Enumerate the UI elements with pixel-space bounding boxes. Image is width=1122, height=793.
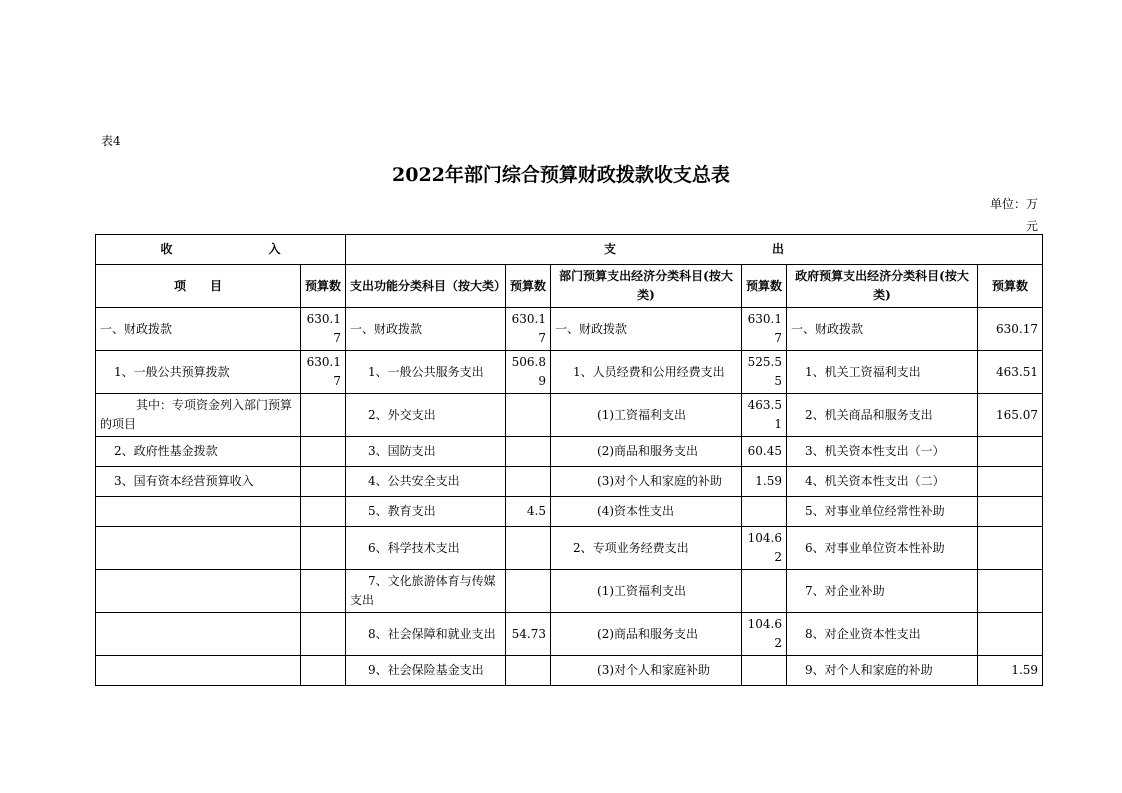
gov-amount-cell: 165.07 bbox=[978, 394, 1043, 437]
function-item-cell: 7、文化旅游体育与传媒支出 bbox=[346, 570, 506, 613]
gov-amount-cell bbox=[978, 527, 1043, 570]
dept-amount-cell: 463.51 bbox=[742, 394, 787, 437]
table-row bbox=[96, 613, 1043, 656]
income-amount-cell bbox=[301, 467, 346, 497]
gov-amount-cell: 1.59 bbox=[978, 656, 1043, 686]
income-item-cell bbox=[96, 570, 301, 613]
income-budget-column-header: 预算数 bbox=[301, 265, 346, 308]
dept-amount-cell: 1.59 bbox=[742, 467, 787, 497]
table-row bbox=[96, 351, 1043, 394]
gov-amount-cell bbox=[978, 570, 1043, 613]
gov-amount-cell: 630.17 bbox=[978, 308, 1043, 351]
dept-item-cell: (3)对个人和家庭的补助 bbox=[551, 467, 742, 497]
dept-item-cell: (1)工资福利支出 bbox=[551, 570, 742, 613]
gov-item-cell: 9、对个人和家庭的补助 bbox=[787, 656, 978, 686]
income-amount-cell bbox=[301, 570, 346, 613]
table-row bbox=[96, 467, 1043, 497]
income-group-header: 收 入 bbox=[96, 235, 346, 265]
function-item-cell: 一、财政拨款 bbox=[346, 308, 506, 351]
function-item-cell: 2、外交支出 bbox=[346, 394, 506, 437]
dept-amount-cell: 104.62 bbox=[742, 527, 787, 570]
table-number-label: 表4 bbox=[101, 134, 121, 148]
income-amount-cell bbox=[301, 497, 346, 527]
gov-item-cell: 2、机关商品和服务支出 bbox=[787, 394, 978, 437]
dept-amount-cell bbox=[742, 656, 787, 686]
table-row bbox=[96, 394, 1043, 437]
income-amount-cell bbox=[301, 527, 346, 570]
gov-item-cell: 4、机关资本性支出（二） bbox=[787, 467, 978, 497]
gov-item-cell: 一、财政拨款 bbox=[787, 308, 978, 351]
dept-item-cell: (4)资本性支出 bbox=[551, 497, 742, 527]
gov-item-cell: 6、对事业单位资本性补助 bbox=[787, 527, 978, 570]
income-item-cell bbox=[96, 656, 301, 686]
function-amount-cell bbox=[506, 437, 551, 467]
table-row bbox=[96, 527, 1043, 570]
function-amount-cell bbox=[506, 467, 551, 497]
dept-item-cell: (2)商品和服务支出 bbox=[551, 437, 742, 467]
unit-note-line2: 元 bbox=[1025, 219, 1038, 233]
gov-item-cell: 5、对事业单位经常性补助 bbox=[787, 497, 978, 527]
income-item-cell: 3、国有资本经营预算收入 bbox=[96, 467, 301, 497]
function-item-cell: 6、科学技术支出 bbox=[346, 527, 506, 570]
income-item-cell bbox=[96, 527, 301, 570]
gov-item-cell: 1、机关工资福利支出 bbox=[787, 351, 978, 394]
dept-econ-class-column-header: 部门预算支出经济分类科目(按大类) bbox=[551, 265, 742, 308]
gov-econ-class-column-header: 政府预算支出经济分类科目(按大类) bbox=[787, 265, 978, 308]
dept-amount-cell: 630.17 bbox=[742, 308, 787, 351]
budget-summary-table bbox=[95, 234, 1043, 686]
dept-amount-cell bbox=[742, 570, 787, 613]
gov-item-cell: 8、对企业资本性支出 bbox=[787, 613, 978, 656]
function-item-cell: 9、社会保险基金支出 bbox=[346, 656, 506, 686]
function-budget-column-header: 预算数 bbox=[506, 265, 551, 308]
income-item-cell: 一、财政拨款 bbox=[96, 308, 301, 351]
function-amount-cell: 506.89 bbox=[506, 351, 551, 394]
function-item-cell: 1、一般公共服务支出 bbox=[346, 351, 506, 394]
gov-amount-cell bbox=[978, 613, 1043, 656]
gov-amount-cell bbox=[978, 497, 1043, 527]
gov-item-cell: 3、机关资本性支出（一） bbox=[787, 437, 978, 467]
gov-item-cell: 7、对企业补助 bbox=[787, 570, 978, 613]
function-item-cell: 3、国防支出 bbox=[346, 437, 506, 467]
income-amount-cell bbox=[301, 437, 346, 467]
function-amount-cell bbox=[506, 527, 551, 570]
function-amount-cell bbox=[506, 570, 551, 613]
dept-amount-cell bbox=[742, 497, 787, 527]
function-amount-cell bbox=[506, 394, 551, 437]
dept-item-cell: 2、专项业务经费支出 bbox=[551, 527, 742, 570]
income-item-cell bbox=[96, 497, 301, 527]
income-amount-cell bbox=[301, 394, 346, 437]
income-item-cell: 2、政府性基金拨款 bbox=[96, 437, 301, 467]
income-item-cell bbox=[96, 613, 301, 656]
function-item-cell: 5、教育支出 bbox=[346, 497, 506, 527]
gov-amount-cell bbox=[978, 437, 1043, 467]
income-amount-cell bbox=[301, 613, 346, 656]
table-row bbox=[96, 437, 1043, 467]
dept-amount-cell: 104.62 bbox=[742, 613, 787, 656]
dept-budget-column-header: 预算数 bbox=[742, 265, 787, 308]
unit-note bbox=[990, 193, 1038, 237]
dept-item-cell: 一、财政拨款 bbox=[551, 308, 742, 351]
function-class-column-header: 支出功能分类科目（按大类） bbox=[346, 265, 506, 308]
dept-item-cell: (1)工资福利支出 bbox=[551, 394, 742, 437]
gov-amount-cell: 463.51 bbox=[978, 351, 1043, 394]
function-amount-cell: 630.17 bbox=[506, 308, 551, 351]
unit-note-line1: 单位：万 bbox=[989, 197, 1038, 211]
function-amount-cell: 54.73 bbox=[506, 613, 551, 656]
table-row bbox=[96, 308, 1043, 351]
income-amount-cell bbox=[301, 656, 346, 686]
table-row bbox=[96, 570, 1043, 613]
income-amount-cell: 630.17 bbox=[301, 351, 346, 394]
function-amount-cell bbox=[506, 656, 551, 686]
income-item-cell: 其中：专项资金列入部门预算的项目 bbox=[96, 394, 301, 437]
income-item-cell: 1、一般公共预算拨款 bbox=[96, 351, 301, 394]
document-title: 2022年部门综合预算财政拨款收支总表 bbox=[392, 164, 730, 186]
table-row bbox=[96, 656, 1043, 686]
expense-group-header: 支 出 bbox=[346, 235, 1043, 265]
dept-item-cell: 1、人员经费和公用经费支出 bbox=[551, 351, 742, 394]
dept-item-cell: (3)对个人和家庭补助 bbox=[551, 656, 742, 686]
function-amount-cell: 4.5 bbox=[506, 497, 551, 527]
function-item-cell: 8、社会保障和就业支出 bbox=[346, 613, 506, 656]
function-item-cell: 4、公共安全支出 bbox=[346, 467, 506, 497]
item-column-header: 项 目 bbox=[96, 265, 301, 308]
table-row bbox=[96, 497, 1043, 527]
gov-amount-cell bbox=[978, 467, 1043, 497]
dept-item-cell: (2)商品和服务支出 bbox=[551, 613, 742, 656]
dept-amount-cell: 525.55 bbox=[742, 351, 787, 394]
gov-budget-column-header: 预算数 bbox=[978, 265, 1043, 308]
dept-amount-cell: 60.45 bbox=[742, 437, 787, 467]
income-amount-cell: 630.17 bbox=[301, 308, 346, 351]
